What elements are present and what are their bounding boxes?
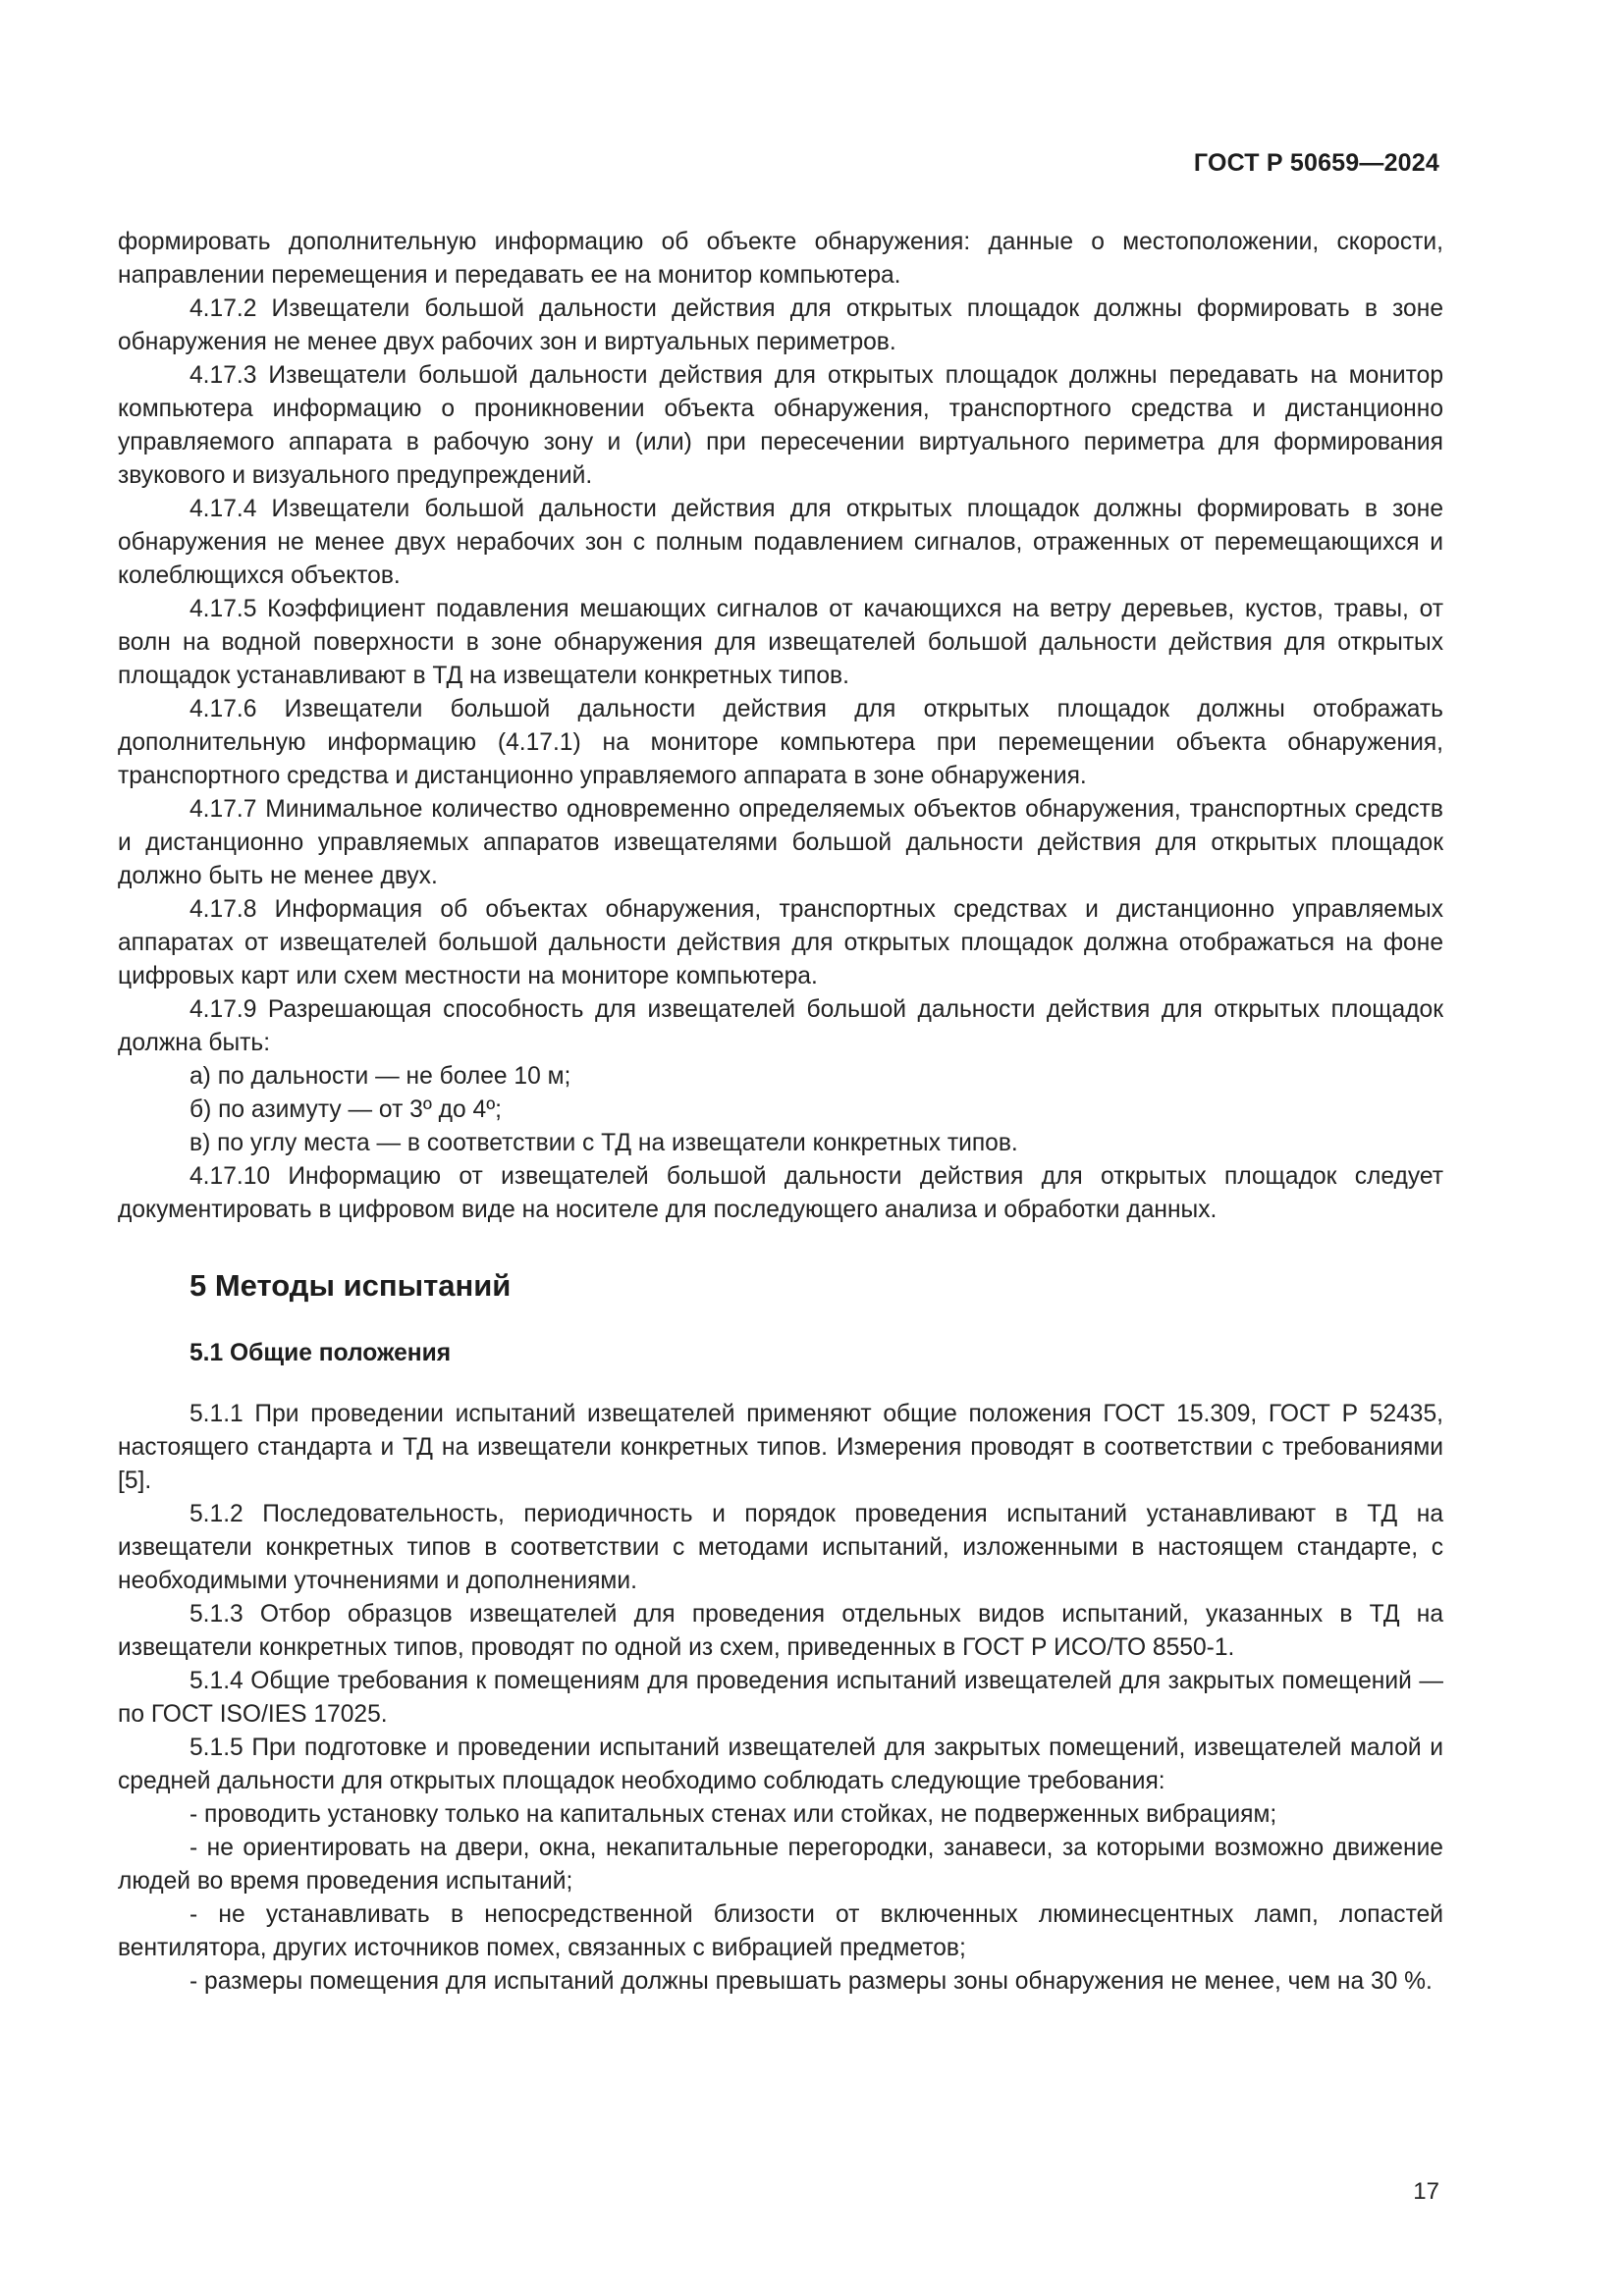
requirement-item: - не устанавливать в непосредственной близости от включенных люминесцентных ламп, лопастей вентилятора, других источников помех, связанных с вибрацией предметов;	[118, 1901, 1443, 1961]
paragraph-4-17-6: 4.17.6 Извещатели большой дальности действия для открытых площадок должны отображать дополнительную информацию (4.17.1) на мониторе компьютера при перемещении объекта обнаружения, транспортного средства и дистанционно управляемого аппарата в зоне обнаружения.	[118, 696, 1443, 789]
paragraph-4-17-8: 4.17.8 Информация об объектах обнаружения, транспортных средствах и дистанционно управляемых аппаратах от извещателей большой дальности действия для открытых площадок должна отображаться на фоне цифровых карт или схем местности на мониторе компьютера.	[118, 896, 1443, 989]
paragraph-4-17-7: 4.17.7 Минимальное количество одновременно определяемых объектов обнаружения, транспортных средств и дистанционно управляемых аппаратов извещателями большой дальности действия для открытых площадок должно быть не менее двух.	[118, 796, 1443, 889]
paragraph-5-1-5: 5.1.5 При подготовке и проведении испытаний извещателей для закрытых помещений, извещателей малой и средней дальности для открытых площадок необходимо соблюдать следующие требования:	[118, 1735, 1443, 1794]
paragraph-4-17-3: 4.17.3 Извещатели большой дальности действия для открытых площадок должны передавать на монитор компьютера информацию о проникновении объекта обнаружения, транспортного средства и дистанционно управляемого аппарата в рабочую зону и (или) при пересечении виртуального периметра для формирования звукового и визуального предупреждений.	[118, 362, 1443, 489]
requirement-item: - проводить установку только на капитальных стенах или стойках, не подверженных вибрациям;	[189, 1801, 1277, 1828]
list-item-b: б) по азимуту — от 3º до 4º;	[189, 1096, 503, 1123]
paragraph-4-17-9: 4.17.9 Разрешающая способность для извещателей большой дальности действия для открытых площадок должна быть:	[118, 996, 1443, 1056]
paragraph-4-17-10: 4.17.10 Информацию от извещателей большой дальности действия для открытых площадок следует документировать в цифровом виде на носителе для последующего анализа и обработки данных.	[118, 1163, 1443, 1223]
paragraph-5-1-1: 5.1.1 При проведении испытаний извещателей применяют общие положения ГОСТ 15.309, ГОСТ Р 52435, настоящего стандарта и ТД на извещатели конкретных типов. Измерения проводят в соответствии с требованиями [5].	[118, 1401, 1443, 1494]
list-item-v: в) по углу места — в соответствии с ТД на извещатели конкретных типов.	[189, 1130, 1018, 1156]
document-id-header: ГОСТ Р 50659—2024	[1193, 149, 1439, 177]
paragraph-4-17-4: 4.17.4 Извещатели большой дальности действия для открытых площадок должны формировать в зоне обнаружения не менее двух нерабочих зон с полным подавлением сигналов, отраженных от перемещающихся и колеблющихся объектов.	[118, 496, 1443, 589]
section-heading: 5 Методы испытаний	[189, 1268, 512, 1303]
paragraph-4-17-5: 4.17.5 Коэффициент подавления мешающих сигналов от качающихся на ветру деревьев, кустов, травы, от волн на водной поверхности в зоне обнаружения для извещателей большой дальности действия для открытых площадок устанавливают в ТД на извещатели конкретных типов.	[118, 596, 1443, 689]
requirement-item: - размеры помещения для испытаний должны превышать размеры зоны обнаружения не менее, чем на 30 %.	[189, 1968, 1433, 1995]
page-number: 17	[1413, 2178, 1439, 2205]
paragraph-4-17-2: 4.17.2 Извещатели большой дальности действия для открытых площадок должны формировать в зоне обнаружения не менее двух рабочих зон и виртуальных периметров.	[118, 295, 1443, 355]
paragraph-5-1-2: 5.1.2 Последовательность, периодичность и порядок проведения испытаний устанавливают в ТД на извещатели конкретных типов в соответствии с методами испытаний, изложенными в настоящем стандарте, с необходимыми уточнениями и дополнениями.	[118, 1501, 1443, 1594]
paragraph-4-17-1-continuation: формировать дополнительную информацию об объекте обнаружения: данные о местоположении, скорости, направлении перемещения и передавать ее на монитор компьютера.	[118, 229, 1443, 289]
paragraph-5-1-4: 5.1.4 Общие требования к помещениям для проведения испытаний извещателей для закрытых помещений — по ГОСТ ISO/IES 17025.	[118, 1668, 1443, 1728]
requirement-item: - не ориентировать на двери, окна, некапитальные перегородки, занавеси, за которыми возможно движение людей во время проведения испытаний;	[118, 1835, 1443, 1895]
page-content	[118, 226, 1443, 1999]
subsection-heading: 5.1 Общие положения	[189, 1340, 452, 1366]
paragraph-5-1-3: 5.1.3 Отбор образцов извещателей для проведения отдельных видов испытаний, указанных в ТД на извещатели конкретных типов, проводят по одной из схем, приведенных в ГОСТ Р ИСО/ТО 8550-1.	[118, 1601, 1443, 1661]
list-item-a: а) по дальности — не более 10 м;	[189, 1063, 571, 1090]
